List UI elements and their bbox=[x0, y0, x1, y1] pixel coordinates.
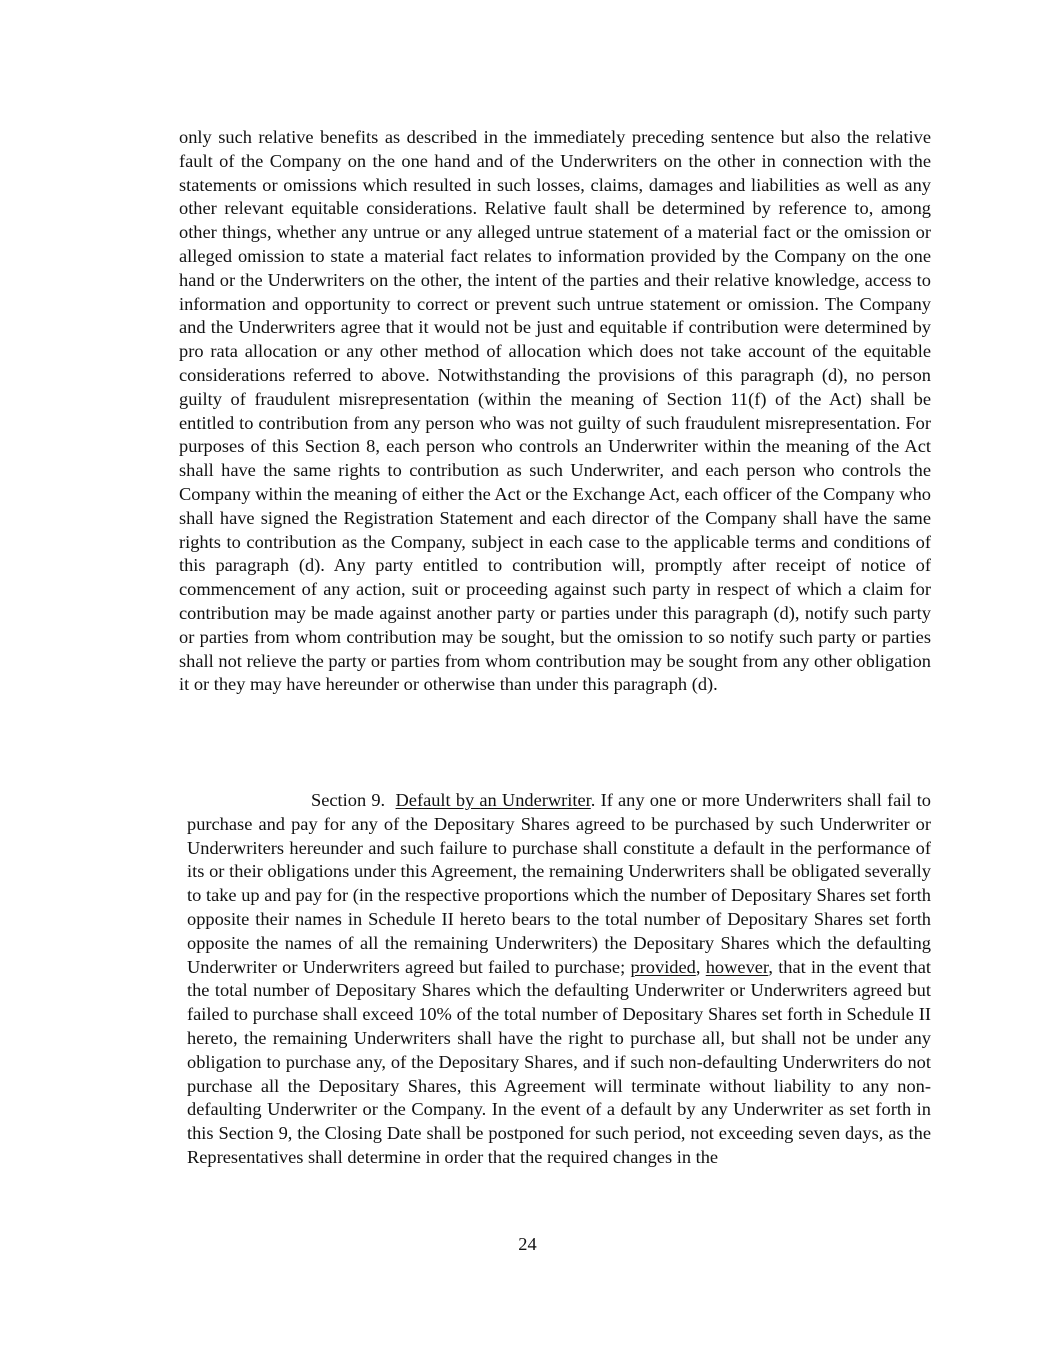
section-9-text-part-a: If any one or more Underwriters shall fail to purchase and pay for any of the Depositary Shares agreed to be purchased by such Underwriter or Underwriters hereunder and such failure to purchase shall constitute a default in the performance of its or their obligations under this Agreement, the remaining Underwriters shall be obligated severally to take up and pay for (in the respective proportions which the number of Depositary Shares set forth opposite their names in Schedule II hereto bears to the total number of Depositary Shares set forth opposite the names of all the remaining Underwriters) the Depositary Shares which the defaulting Underwriter or Underwriters agreed but failed to purchase; bbox=[187, 790, 931, 977]
provided-term: provided bbox=[630, 956, 696, 977]
section-9-heading: Default by an Underwriter bbox=[395, 790, 591, 810]
section-9-text-part-b: , that in the event that the total number of Depositary Shares which the defaulting Underwriter or Underwriters agreed but failed to purchase shall exceed 10% of the total number of Depositary Shares set forth in Schedule II hereto, the remaining Underwriters shall have the right to purchase all, but shall not be under any obligation to purchase any, of the Depositary Shares, and if such non-defaulting Underwriters do not purchase all the Depositary Shares, this Agreement will terminate without liability to any non-defaulting Underwriter or the Company. In the event of a default by any Underwriter as set forth in this Section 9, the Closing Date shall be postponed for such period, not exceeding seven days, as the Representatives shall determine in order that the required changes in the bbox=[187, 956, 932, 1167]
section-9-label: Section 9. bbox=[311, 790, 386, 810]
section-9-heading-period: . bbox=[590, 790, 596, 810]
section-9-paragraph bbox=[187, 789, 931, 1170]
however-term: however bbox=[705, 956, 769, 977]
page-number: 24 bbox=[518, 1234, 537, 1254]
provided-comma: , bbox=[695, 956, 706, 977]
contribution-paragraph: only such relative benefits as described in the immediately preceding sentence but also the relative fault of the Company on the one hand and of the Underwriters on the other in connection with the statements or omissions which resulted in such losses, claims, damages and liabilities as well as any other relevant equitable considerations. Relative fault shall be determined by reference to, among other things, whether any untrue or any alleged untrue statement of a material fact or the omission or alleged omission to state a material fact relates to information provided by the Company on the one hand or the Underwriters on the other, the intent of the parties and their relative knowledge, access to information and opportunity to correct or prevent such untrue statement or omission. The Company and the Underwriters agree that it would not be just and equitable if contribution were determined by pro rata allocation or any other method of allocation which does not take account of the equitable considerations referred to above. Notwithstanding the provisions of this paragraph (d), no person guilty of fraudulent misrepresentation (within the meaning of Section 11(f) of the Act) shall be entitled to contribution from any person who was not guilty of such fraudulent misrepresentation. For purposes of this Section 8, each person who controls an Underwriter within the meaning of the Act shall have the same rights to contribution as such Underwriter, and each person who controls the Company within the meaning of either the Act or the Exchange Act, each officer of the Company who shall have signed the Registration Statement and each director of the Company shall have the same rights to contribution as the Company, subject in each case to the applicable terms and conditions of this paragraph (d). Any party entitled to contribution will, promptly after receipt of notice of commencement of any action, suit or proceeding against such party in respect of which a claim for contribution may be made against another party or parties under this paragraph (d), notify such party or parties from whom contribution may be sought, but the omission to so notify such party or parties shall not relieve the party or parties from whom contribution may be sought from any other obligation it or they may have hereunder or otherwise than under this paragraph (d). bbox=[179, 127, 931, 695]
